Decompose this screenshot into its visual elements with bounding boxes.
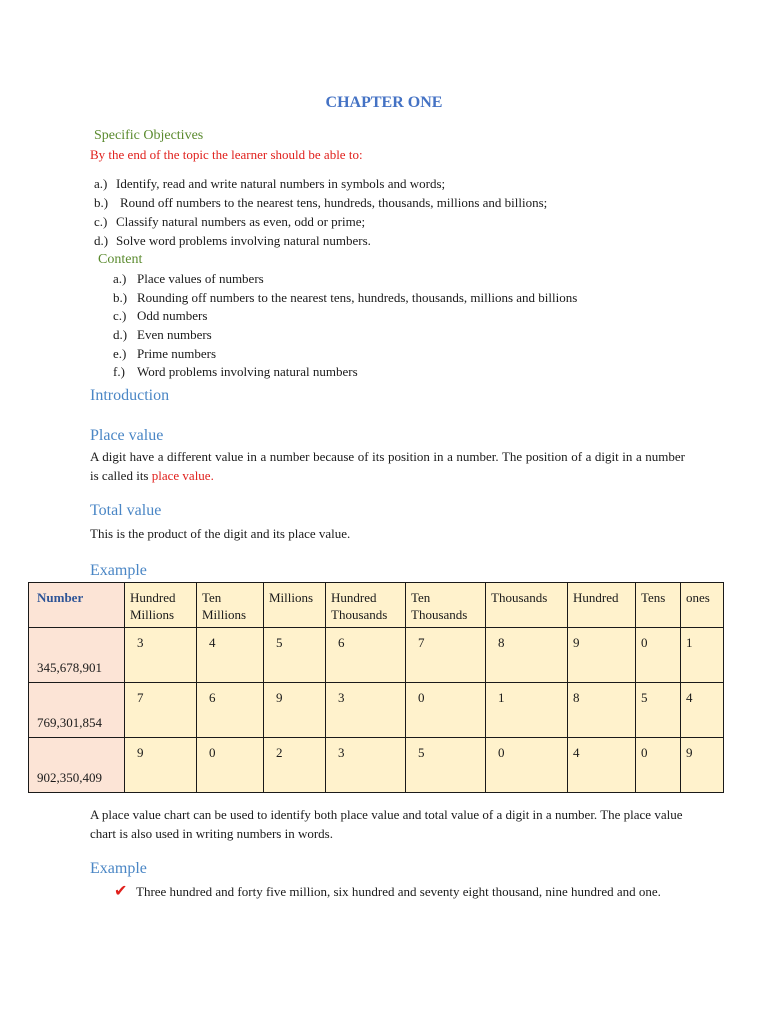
place-value-paragraph [90,448,685,485]
table-header-cell: Tens [636,583,681,628]
table-header-cell: ones [681,583,724,628]
list-item [113,290,577,306]
table-cell: 0 [486,738,568,793]
table-cell: 9 [264,683,326,738]
table-cell: 7 [406,628,486,683]
objectives-intro: By the end of the topic the learner should be able to: [90,147,363,162]
list-item-text: Even numbers [137,327,212,342]
table-header-cell: Ten Millions [197,583,264,628]
table-cell: 3 [125,628,197,683]
table-cell: 0 [406,683,486,738]
list-item [113,364,358,380]
table-header-cell: Ten Thousands [406,583,486,628]
list-item-text: Place values of numbers [137,271,264,286]
table-cell: 9 [681,738,724,793]
table-cell: 4 [568,738,636,793]
table-cell: 8 [568,683,636,738]
chapter-title: CHAPTER ONE [325,94,443,111]
list-item-text: Rounding off numbers to the nearest tens, hundreds, thousands, millions and billions [137,290,578,305]
table-header-cell: Thousands [486,583,568,628]
table-cell: 8 [486,628,568,683]
list-item [94,195,547,211]
table-header-cell: Number [29,583,125,628]
list-item-text: Round off numbers to the nearest tens, hundreds, thousands, millions and billions; [120,195,548,210]
table-cell: 1 [486,683,568,738]
table-row [29,628,724,683]
list-item [113,308,207,324]
table-cell: 4 [197,628,264,683]
list-item-text: Prime numbers [137,346,217,361]
table-cell: 9 [125,738,197,793]
objectives-heading: Specific Objectives [94,128,204,143]
table-cell: 3 [326,683,406,738]
table-cell-number: 769,301,854 [29,683,125,738]
list-marker: e.) [113,346,127,361]
list-marker: f.) [113,364,125,379]
list-item-text: Identify, read and write natural numbers in symbols and words; [116,176,446,191]
list-item [113,327,212,343]
table-header-cell: Hundred Millions [125,583,197,628]
list-marker: d.) [113,327,128,342]
list-marker: c.) [113,308,127,323]
list-marker: a.) [94,176,108,191]
table-cell: 0 [636,628,681,683]
list-item-text: Classify natural numbers as even, odd or prime; [116,214,366,229]
list-item [113,346,216,362]
table-cell: 6 [197,683,264,738]
table-cell: 5 [406,738,486,793]
list-marker: d.) [94,233,109,248]
list-item-text: Odd numbers [137,308,208,323]
table-cell: 5 [636,683,681,738]
example-heading-2: Example [90,860,147,877]
place-value-heading: Place value [90,427,164,444]
content-heading: Content [98,252,143,267]
list-item [113,271,264,287]
table-cell: 5 [264,628,326,683]
table-header-cell: Hundred [568,583,636,628]
list-item [94,176,445,192]
place-value-text: A digit have a different value in a number because of its position in a number. The position of a digit in a number is called its [90,449,685,483]
example-heading: Example [90,562,147,579]
table-header-cell: Millions [264,583,326,628]
introduction-heading: Introduction [90,387,170,404]
chart-note-paragraph: A place value chart can be used to identify both place value and total value of a digit in a number. The place value chart is also used in writing numbers in words. [90,807,683,841]
table-cell: 7 [125,683,197,738]
table-row [29,683,724,738]
list-marker: b.) [94,195,109,210]
table-cell: 0 [636,738,681,793]
table-cell: 6 [326,628,406,683]
table-cell: 2 [264,738,326,793]
list-marker: c.) [94,214,108,229]
checkmark-icon: ✔ [114,883,128,900]
table-cell-number: 345,678,901 [29,628,125,683]
table-cell: 9 [568,628,636,683]
table-cell: 0 [197,738,264,793]
list-marker: a.) [113,271,127,286]
place-value-table [28,582,724,793]
table-cell: 3 [326,738,406,793]
table-header-cell: Hundred Thousands [326,583,406,628]
list-item-text: Solve word problems involving natural numbers. [116,233,371,248]
list-marker: b.) [113,290,128,305]
example-answer: Three hundred and forty five million, six hundred and seventy eight thousand, nine hundred and one. [136,884,661,899]
table-cell: 4 [681,683,724,738]
table-header-row [29,583,724,628]
total-value-text: This is the product of the digit and its place value. [90,526,351,541]
list-item [94,214,365,230]
list-item [94,233,371,249]
table-row [29,738,724,793]
table-cell: 1 [681,628,724,683]
place-value-highlight: place value. [151,467,214,483]
table-cell-number: 902,350,409 [29,738,125,793]
total-value-heading: Total value [90,502,162,519]
list-item-text: Word problems involving natural numbers [137,364,358,379]
